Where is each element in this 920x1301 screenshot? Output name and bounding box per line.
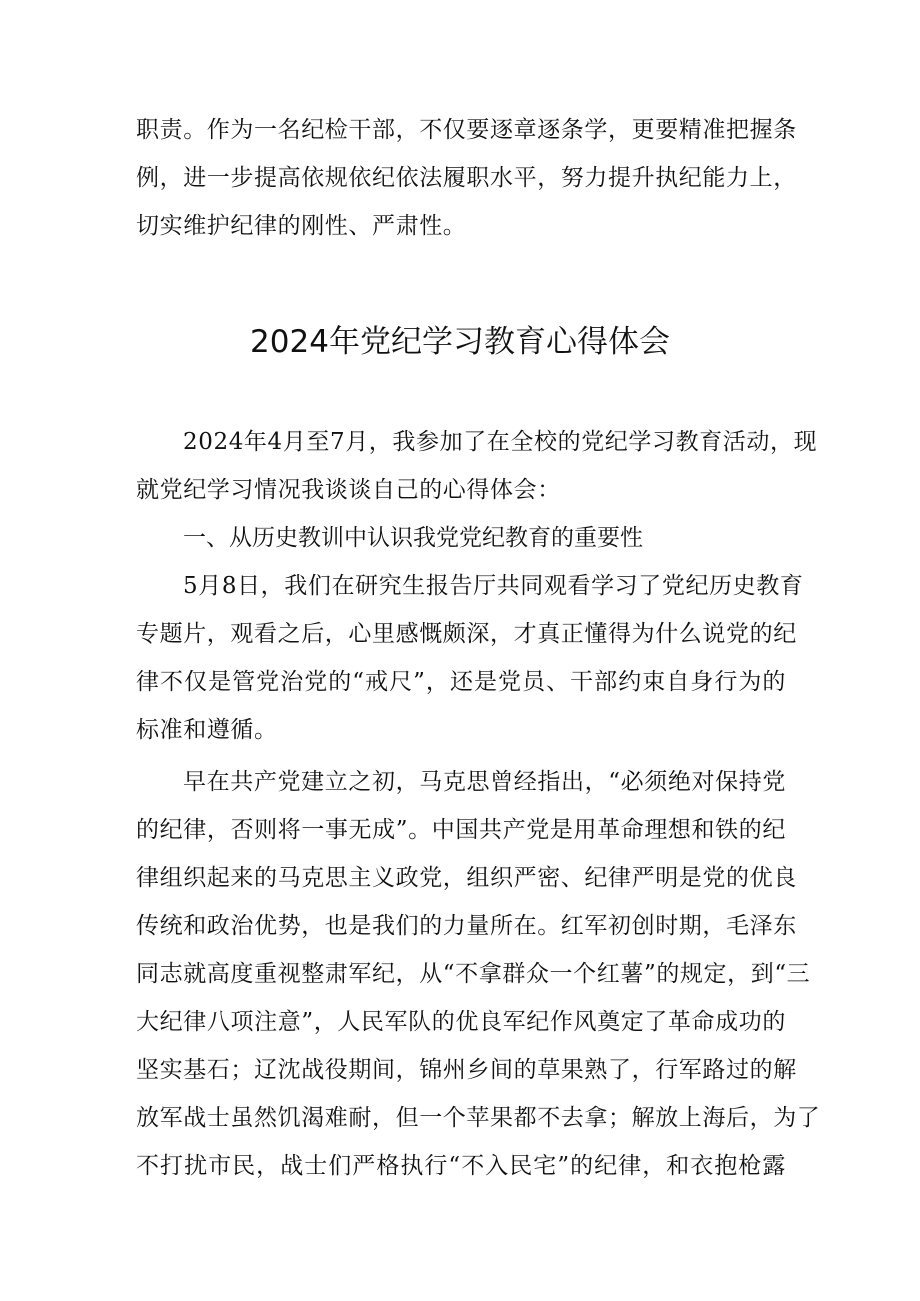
paragraph-3-line-1: 早在共产党建立之初，马克思曾经指出，“必须绝对保持党 [183, 769, 786, 795]
document-title: 2024年党纪学习教育心得体会 [250, 324, 670, 360]
paragraph-1-line-2: 就党纪学习情况我谈谈自己的心得体会： [136, 477, 561, 503]
paragraph-1-line-1: 2024年4月至7月，我参加了在全校的党纪学习教育活动，现 [183, 429, 818, 455]
paragraph-2-line-4: 标准和遵循。 [136, 717, 278, 743]
paragraph-3-line-2: 的纪律，否则将一事无成”。中国共产党是用革命理想和铁的纪 [136, 817, 786, 843]
paragraph-2-line-2: 专题片，观看之后，心里感慨颇深，才真正懂得为什么说党的纪 [136, 621, 797, 647]
intro-line-3: 切实维护纪律的刚性、严肃性。 [136, 213, 467, 239]
paragraph-2-line-1: 5月8日，我们在研究生报告厅共同观看学习了党纪历史教育 [183, 573, 804, 599]
paragraph-2-line-3: 律不仅是管党治党的“戒尺”，还是党员、干部约束自身行为的 [136, 669, 786, 695]
paragraph-3-line-8: 放军战士虽然饥渴难耐，但一个苹果都不去拿；解放上海后，为了 [136, 1105, 821, 1131]
paragraph-3-line-3: 律组织起来的马克思主义政党，组织严密、纪律严明是党的优良 [136, 865, 797, 891]
paragraph-3-line-4: 传统和政治优势，也是我们的力量所在。红军初创时期，毛泽东 [136, 913, 797, 939]
intro-line-2: 例，进一步提高依规依纪依法履职水平，努力提升执纪能力上， [136, 165, 797, 191]
intro-line-1: 职责。作为一名纪检干部，不仅要逐章逐条学，更要精准把握条 [136, 117, 797, 143]
paragraph-3-line-9: 不打扰市民，战士们严格执行“不入民宅”的纪律，和衣抱枪露 [136, 1153, 786, 1179]
paragraph-3-line-7: 坚实基石；辽沈战役期间，锦州乡间的草果熟了，行军路过的解 [136, 1057, 797, 1083]
paragraph-3-line-6: 大纪律八项注意”，人民军队的优良军纪作风奠定了革命成功的 [136, 1009, 786, 1035]
section-heading-1: 一、从历史教训中认识我党党纪教育的重要性 [183, 525, 643, 551]
paragraph-3-line-5: 同志就高度重视整肃军纪，从“不拿群众一个红薯”的规定，到“三 [136, 961, 811, 987]
